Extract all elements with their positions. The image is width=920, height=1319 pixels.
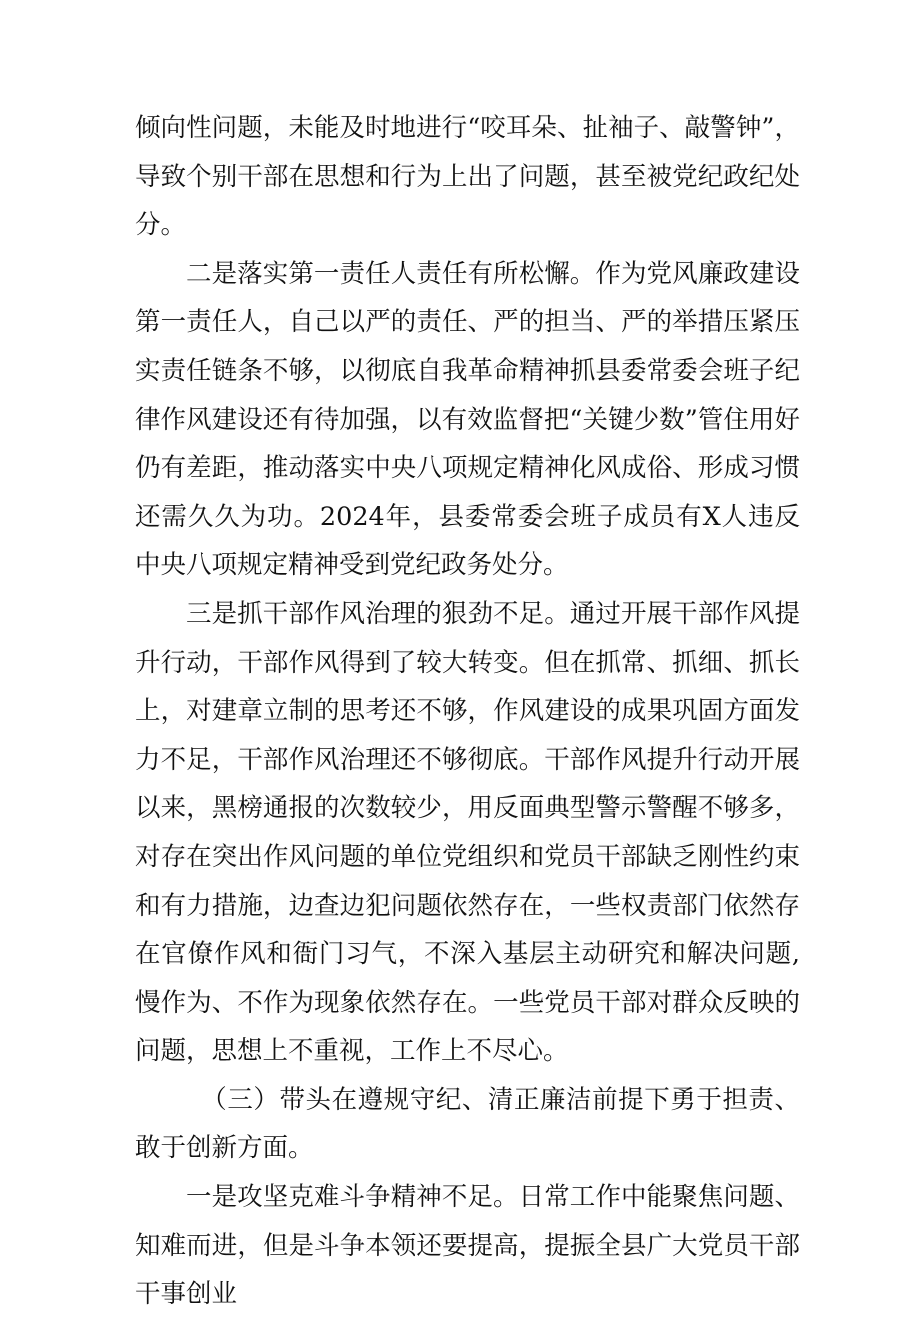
- paragraph-first-responsibility: 二是落实第一责任人责任有所松懈。作为党风廉政建设第一责任人，自己以严的责任、严的担当、严的举措压紧压实责任链条不够，以彻底自我革命精神抓县委常委会班子纪律作风建设还有待加强，以有效监督把“关键少数”管住用好仍有差距，推动落实中央八项规定精神化风成俗、形成习惯还需久久为功。2024年，县委常委会班子成员有X人违反中央八项规定精神受到党纪政务处分。: [135, 258, 800, 581]
- section-heading-three: （三）带头在遵规守纪、清正廉洁前提下勇于担责、敢于创新方面。: [135, 1084, 800, 1164]
- document-body: [135, 104, 800, 1319]
- paragraph-continuation: 倾向性问题，未能及时地进行“咬耳朵、扯袖子、敲警钟”，导致个别干部在思想和行为上出了问题，甚至被党纪政纪处分。: [135, 113, 800, 241]
- paragraph-struggle-spirit: 一是攻坚克难斗争精神不足。日常工作中能聚焦问题、知难而进，但是斗争本领还要提高，提振全县广大党员干部干事创业: [135, 1182, 800, 1310]
- paragraph-cadre-style: 三是抓干部作风治理的狠劲不足。通过开展干部作风提升行动，干部作风得到了较大转变。但在抓常、抓细、抓长上，对建章立制的思考还不够，作风建设的成果巩固方面发力不足，干部作风治理还不够彻底。干部作风提升行动开展以来，黑榜通报的次数较少，用反面典型警示警醒不够多，对存在突出作风问题的单位党组织和党员干部缺乏刚性约束和有力措施，边查边犯问题依然存在，一些权责部门依然存在官僚作风和衙门习气，不深入基层主动研究和解决问题,慢作为、不作为现象依然存在。一些党员干部对群众反映的问题，思想上不重视，工作上不尽心。: [135, 598, 800, 1067]
